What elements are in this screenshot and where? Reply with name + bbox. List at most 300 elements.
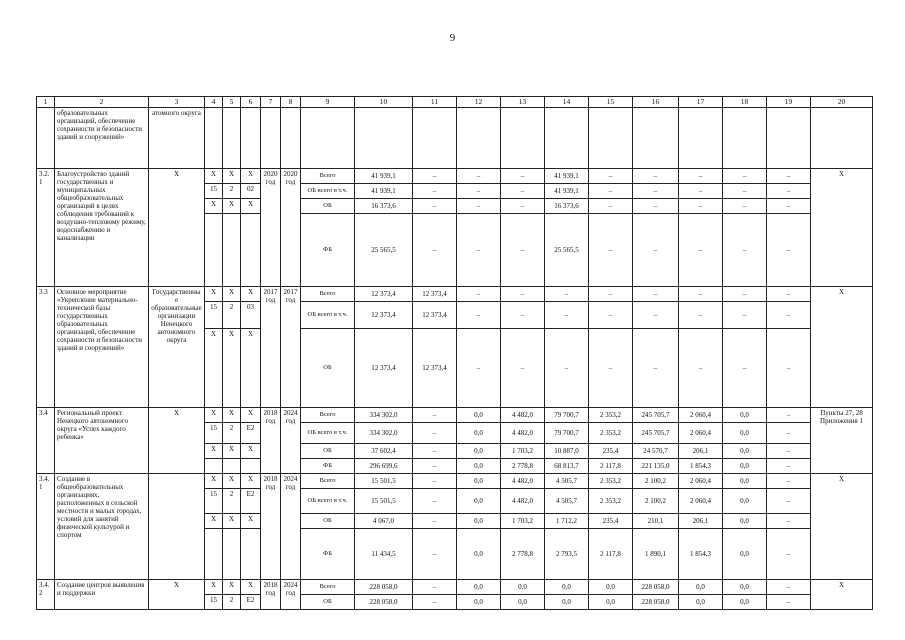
amount-cell: – [767, 302, 811, 329]
amount-cell: 2 353,2 [589, 474, 633, 489]
funding-source: Всего [301, 287, 355, 302]
amount-cell: – [501, 199, 545, 214]
code-cell: 2 [223, 595, 241, 610]
table-cell [205, 108, 223, 169]
amount-cell: 2 353,2 [589, 423, 633, 444]
amount-cell: 2 793,5 [545, 529, 589, 580]
end-year: 2020 год [281, 169, 301, 287]
amount-cell: 0,0 [679, 595, 723, 610]
code-cell [205, 529, 223, 580]
amount-cell: – [767, 287, 811, 302]
code-cell [241, 459, 261, 474]
table-cell [811, 108, 873, 169]
code-cell: Х [223, 287, 241, 302]
header-cell: 12 [457, 97, 501, 108]
amount-cell: – [413, 580, 457, 595]
code-cell: Х [223, 199, 241, 214]
amount-cell: 4 505,7 [545, 474, 589, 489]
code-cell: Е2 [241, 489, 261, 514]
amount-cell: – [413, 595, 457, 610]
amount-cell: 15 501,5 [355, 489, 413, 514]
amount-cell: – [633, 184, 679, 199]
amount-cell: – [633, 329, 679, 408]
header-cell: 18 [723, 97, 767, 108]
amount-cell: – [679, 302, 723, 329]
header-cell: 7 [261, 97, 281, 108]
code-cell: Х [223, 169, 241, 184]
table-cell [679, 108, 723, 169]
amount-cell: 245 705,7 [633, 408, 679, 423]
code-cell: Х [241, 474, 261, 489]
amount-cell: – [723, 184, 767, 199]
amount-cell: – [589, 184, 633, 199]
table-cell [355, 108, 413, 169]
amount-cell: – [501, 184, 545, 199]
amount-cell: – [679, 169, 723, 184]
amount-cell: 16 373,6 [355, 199, 413, 214]
item-code: 3.3 [37, 287, 55, 408]
amount-cell: 2 060,4 [679, 474, 723, 489]
table-row [37, 408, 873, 423]
amount-cell: 12 373,4 [355, 287, 413, 302]
amount-cell: 4 505,7 [545, 489, 589, 514]
amount-cell: 0,0 [545, 595, 589, 610]
amount-cell: 0,0 [501, 580, 545, 595]
header-cell: 17 [679, 97, 723, 108]
funding-source: ФБ [301, 214, 355, 287]
amount-cell: 2 100,2 [633, 489, 679, 514]
code-cell: Е2 [241, 423, 261, 444]
code-cell: Е2 [241, 595, 261, 610]
amount-cell: 228 058,0 [355, 580, 413, 595]
code-cell: Х [205, 444, 223, 459]
table-row [37, 169, 873, 184]
amount-cell: – [457, 214, 501, 287]
amount-cell: – [679, 287, 723, 302]
funding-source: ОБ [301, 595, 355, 610]
amount-cell: 296 699,6 [355, 459, 413, 474]
amount-cell: – [679, 199, 723, 214]
amount-cell: 0,0 [457, 474, 501, 489]
code-cell: 15 [205, 302, 223, 329]
code-cell [205, 214, 223, 287]
amount-cell: – [501, 214, 545, 287]
amount-cell: – [767, 423, 811, 444]
amount-cell: – [767, 329, 811, 408]
amount-cell: 0,0 [723, 423, 767, 444]
amount-cell: – [633, 287, 679, 302]
amount-cell: 1 854,3 [679, 459, 723, 474]
page-number: 9 [449, 32, 456, 44]
code-cell: 2 [223, 489, 241, 514]
amount-cell: – [589, 199, 633, 214]
code-cell: Х [205, 287, 223, 302]
amount-cell: – [501, 329, 545, 408]
amount-cell: – [457, 169, 501, 184]
amount-cell: – [767, 169, 811, 184]
header-row [37, 97, 873, 108]
table-cell [501, 108, 545, 169]
amount-cell: 2 060,4 [679, 423, 723, 444]
table-cell [241, 108, 261, 169]
code-cell [241, 529, 261, 580]
header-cell: 9 [301, 97, 355, 108]
amount-cell: 2 060,4 [679, 489, 723, 514]
code-cell: 03 [241, 302, 261, 329]
header-cell: 19 [767, 97, 811, 108]
item-code: 3.4 [37, 408, 55, 474]
amount-cell: – [767, 595, 811, 610]
amount-cell: 0,0 [723, 529, 767, 580]
amount-cell: – [413, 459, 457, 474]
program-table [36, 96, 873, 610]
table-cell [261, 108, 281, 169]
code-cell: 2 [223, 302, 241, 329]
funding-source: ОБ [301, 329, 355, 408]
code-cell: Х [241, 329, 261, 408]
start-year: 2018 год [261, 408, 281, 474]
start-year: 2020 год [261, 169, 281, 287]
amount-cell: – [723, 169, 767, 184]
header-cell: 1 [37, 97, 55, 108]
funding-source: ОБ [301, 199, 355, 214]
amount-cell: – [589, 329, 633, 408]
amount-cell: 228 058,0 [633, 595, 679, 610]
amount-cell: – [767, 514, 811, 529]
amount-cell: 79 700,7 [545, 408, 589, 423]
amount-cell: – [413, 199, 457, 214]
amount-cell: 2 353,2 [589, 489, 633, 514]
table-cell [281, 108, 301, 169]
funding-source: ОБ всего в т.ч. [301, 423, 355, 444]
amount-cell: – [457, 199, 501, 214]
amount-cell: 41 939,1 [545, 169, 589, 184]
code-cell [223, 214, 241, 287]
header-cell: 10 [355, 97, 413, 108]
table-cell [767, 108, 811, 169]
item-code: 3.2.1 [37, 169, 55, 287]
amount-cell: 12 373,4 [413, 287, 457, 302]
measure-name: Создание центров выявления и поддержки [55, 580, 149, 610]
amount-cell: 11 434,5 [355, 529, 413, 580]
amount-cell: – [413, 444, 457, 459]
funding-source: ОБ всего в т.ч. [301, 302, 355, 329]
code-cell: 2 [223, 184, 241, 199]
amount-cell: – [723, 199, 767, 214]
amount-cell: 2 778,8 [501, 529, 545, 580]
table-cell [633, 108, 679, 169]
code-cell [205, 459, 223, 474]
amount-cell: – [501, 302, 545, 329]
amount-cell: 0,0 [723, 459, 767, 474]
program-table-wrapper [36, 96, 873, 610]
amount-cell: – [457, 184, 501, 199]
amount-cell: 0,0 [545, 580, 589, 595]
table-cell [589, 108, 633, 169]
amount-cell: – [767, 408, 811, 423]
code-cell: Х [205, 199, 223, 214]
funding-source: ФБ [301, 529, 355, 580]
executor-cell [149, 474, 205, 580]
amount-cell: – [767, 214, 811, 287]
amount-cell: 16 373,6 [545, 199, 589, 214]
amount-cell: – [545, 287, 589, 302]
amount-cell: 24 570,7 [633, 444, 679, 459]
amount-cell: 2 778,8 [501, 459, 545, 474]
table-row [37, 108, 873, 169]
amount-cell: – [413, 214, 457, 287]
measure-name: Создание в общеобразовательных организациях, расположенных в сельской местности и малых городах, условий для занятий физической культурой и спортом [55, 474, 149, 580]
amount-cell: – [767, 459, 811, 474]
funding-source: Всего [301, 169, 355, 184]
amount-cell: 41 939,1 [355, 184, 413, 199]
table-cell [545, 108, 589, 169]
header-cell: 15 [589, 97, 633, 108]
amount-cell: – [767, 529, 811, 580]
amount-cell: – [633, 214, 679, 287]
amount-cell: 0,0 [457, 580, 501, 595]
code-cell: Х [241, 199, 261, 214]
amount-cell: – [723, 302, 767, 329]
amount-cell: 0,0 [457, 489, 501, 514]
amount-cell: 41 939,1 [355, 169, 413, 184]
end-year: 2024 год [281, 474, 301, 580]
funding-source: ФБ [301, 459, 355, 474]
table-cell [301, 108, 355, 169]
header-cell: 14 [545, 97, 589, 108]
code-cell: 15 [205, 423, 223, 444]
executor-cell: Государственные образовательные организации Ненецкого автономного округа [149, 287, 205, 408]
funding-source: ОБ всего в т.ч. [301, 489, 355, 514]
header-cell: 13 [501, 97, 545, 108]
amount-cell: – [501, 169, 545, 184]
amount-cell: 1 703,2 [501, 514, 545, 529]
code-cell: 02 [241, 184, 261, 199]
amount-cell: 0,0 [589, 580, 633, 595]
header-cell: 3 [149, 97, 205, 108]
end-year: 2024 год [281, 408, 301, 474]
note-cell: Х [811, 169, 873, 287]
code-cell: Х [241, 444, 261, 459]
amount-cell: 2 060,4 [679, 408, 723, 423]
amount-cell: 2 117,8 [589, 529, 633, 580]
amount-cell: – [767, 184, 811, 199]
amount-cell: 25 565,5 [545, 214, 589, 287]
amount-cell: – [767, 489, 811, 514]
code-cell: Х [241, 580, 261, 595]
amount-cell: – [413, 529, 457, 580]
amount-cell: – [633, 169, 679, 184]
amount-cell: – [545, 329, 589, 408]
header-cell: 20 [811, 97, 873, 108]
code-cell: 15 [205, 595, 223, 610]
amount-cell: 0,0 [457, 444, 501, 459]
executor-cell: Х [149, 169, 205, 287]
table-cell [223, 108, 241, 169]
funding-source: ОБ [301, 514, 355, 529]
amount-cell: 4 482,0 [501, 423, 545, 444]
amount-cell: 235,4 [589, 514, 633, 529]
amount-cell: – [767, 580, 811, 595]
amount-cell: 245 705,7 [633, 423, 679, 444]
note-cell: Х [811, 287, 873, 408]
table-cell [37, 108, 55, 169]
amount-cell: 0,0 [723, 408, 767, 423]
table-row [37, 474, 873, 489]
table-cell [723, 108, 767, 169]
code-cell: Х [223, 444, 241, 459]
code-cell: Х [223, 474, 241, 489]
amount-cell: 41 939,1 [545, 184, 589, 199]
code-cell: Х [223, 580, 241, 595]
amount-cell: 1 890,1 [633, 529, 679, 580]
measure-name: Региональный проект Ненецкого автономного округа «Успех каждого ребенка» [55, 408, 149, 474]
amount-cell: – [723, 329, 767, 408]
amount-cell: – [589, 214, 633, 287]
amount-cell: 0,0 [723, 444, 767, 459]
amount-cell: – [679, 329, 723, 408]
header-cell: 5 [223, 97, 241, 108]
amount-cell: 0,0 [589, 595, 633, 610]
amount-cell: 334 302,0 [355, 408, 413, 423]
amount-cell: 235,4 [589, 444, 633, 459]
amount-cell: – [633, 199, 679, 214]
amount-cell: – [589, 287, 633, 302]
amount-cell: 2 353,2 [589, 408, 633, 423]
code-cell: Х [205, 474, 223, 489]
item-code: 3.4.2 [37, 580, 55, 610]
amount-cell: – [413, 169, 457, 184]
amount-cell: 10 887,0 [545, 444, 589, 459]
amount-cell: 79 700,7 [545, 423, 589, 444]
note-cell: Х [811, 474, 873, 580]
executor-cell: Х [149, 408, 205, 474]
amount-cell: – [413, 489, 457, 514]
note-cell: Пункты 27, 28 Приложения 1 [811, 408, 873, 474]
code-cell [223, 459, 241, 474]
code-cell [241, 214, 261, 287]
amount-cell: – [457, 302, 501, 329]
amount-cell: 0,0 [457, 459, 501, 474]
amount-cell: 228 058,0 [633, 580, 679, 595]
code-cell: Х [205, 580, 223, 595]
amount-cell: 12 373,4 [413, 302, 457, 329]
amount-cell: – [723, 287, 767, 302]
amount-cell: – [413, 184, 457, 199]
amount-cell: 0,0 [457, 423, 501, 444]
executor-cell: атомного округа [149, 108, 205, 169]
amount-cell: 12 373,4 [355, 329, 413, 408]
amount-cell: 210,1 [633, 514, 679, 529]
funding-source: Всего [301, 474, 355, 489]
amount-cell: 221 135,0 [633, 459, 679, 474]
amount-cell: 0,0 [723, 580, 767, 595]
amount-cell: 12 373,4 [413, 329, 457, 408]
code-cell: Х [223, 408, 241, 423]
amount-cell: 0,0 [501, 595, 545, 610]
amount-cell: – [413, 408, 457, 423]
code-cell: Х [205, 514, 223, 529]
start-year: 2018 год [261, 580, 281, 610]
amount-cell: – [633, 302, 679, 329]
header-cell: 16 [633, 97, 679, 108]
code-cell: Х [205, 329, 223, 408]
amount-cell: – [767, 474, 811, 489]
amount-cell: 0,0 [723, 474, 767, 489]
amount-cell: 0,0 [457, 529, 501, 580]
code-cell: 2 [223, 423, 241, 444]
code-cell: Х [241, 287, 261, 302]
amount-cell: 0,0 [723, 514, 767, 529]
executor-cell: Х [149, 580, 205, 610]
amount-cell: 1 703,2 [501, 444, 545, 459]
header-cell: 4 [205, 97, 223, 108]
amount-cell: – [413, 423, 457, 444]
amount-cell: 334 302,0 [355, 423, 413, 444]
amount-cell: 1 854,3 [679, 529, 723, 580]
code-cell: Х [241, 408, 261, 423]
amount-cell: 1 712,2 [545, 514, 589, 529]
code-cell: Х [241, 169, 261, 184]
amount-cell: 0,0 [457, 595, 501, 610]
funding-source: Всего [301, 408, 355, 423]
amount-cell: – [767, 199, 811, 214]
amount-cell: 68 813,7 [545, 459, 589, 474]
measure-name: образовательных организаций, обеспечение сохранности и безопасности зданий и сооружений» [55, 108, 149, 169]
header-cell: 6 [241, 97, 261, 108]
code-cell: Х [205, 408, 223, 423]
table-row [37, 580, 873, 595]
amount-cell: 2 100,2 [633, 474, 679, 489]
table-row [37, 287, 873, 302]
amount-cell: 12 373,4 [355, 302, 413, 329]
amount-cell: – [679, 184, 723, 199]
amount-cell: 4 482,0 [501, 489, 545, 514]
amount-cell: 2 117,8 [589, 459, 633, 474]
amount-cell: 37 602,4 [355, 444, 413, 459]
code-cell: Х [241, 514, 261, 529]
start-year: 2018 год [261, 474, 281, 580]
header-cell: 2 [55, 97, 149, 108]
amount-cell: – [501, 287, 545, 302]
code-cell: Х [223, 329, 241, 408]
code-cell [223, 529, 241, 580]
amount-cell: 228 058,0 [355, 595, 413, 610]
amount-cell: 25 565,5 [355, 214, 413, 287]
amount-cell: 4 067,0 [355, 514, 413, 529]
amount-cell: 206,1 [679, 514, 723, 529]
amount-cell: 0,0 [723, 489, 767, 514]
note-cell: Х [811, 580, 873, 610]
amount-cell: – [413, 474, 457, 489]
funding-source: ОБ [301, 444, 355, 459]
code-cell: 15 [205, 489, 223, 514]
amount-cell: – [545, 302, 589, 329]
header-cell: 8 [281, 97, 301, 108]
amount-cell: – [589, 302, 633, 329]
item-code: 3.4.1 [37, 474, 55, 580]
amount-cell: – [457, 287, 501, 302]
amount-cell: 0,0 [723, 595, 767, 610]
amount-cell: 4 482,0 [501, 474, 545, 489]
header-cell: 11 [413, 97, 457, 108]
amount-cell: 15 501,5 [355, 474, 413, 489]
amount-cell: – [413, 514, 457, 529]
amount-cell: – [767, 444, 811, 459]
measure-name: Благоустройство зданий государственных и муниципальных общеобразовательных организаций в целях соблюдения требований к воздушно-тепловому режиму, водоснабжению и канализации [55, 169, 149, 287]
amount-cell: – [679, 214, 723, 287]
amount-cell: 4 482,0 [501, 408, 545, 423]
